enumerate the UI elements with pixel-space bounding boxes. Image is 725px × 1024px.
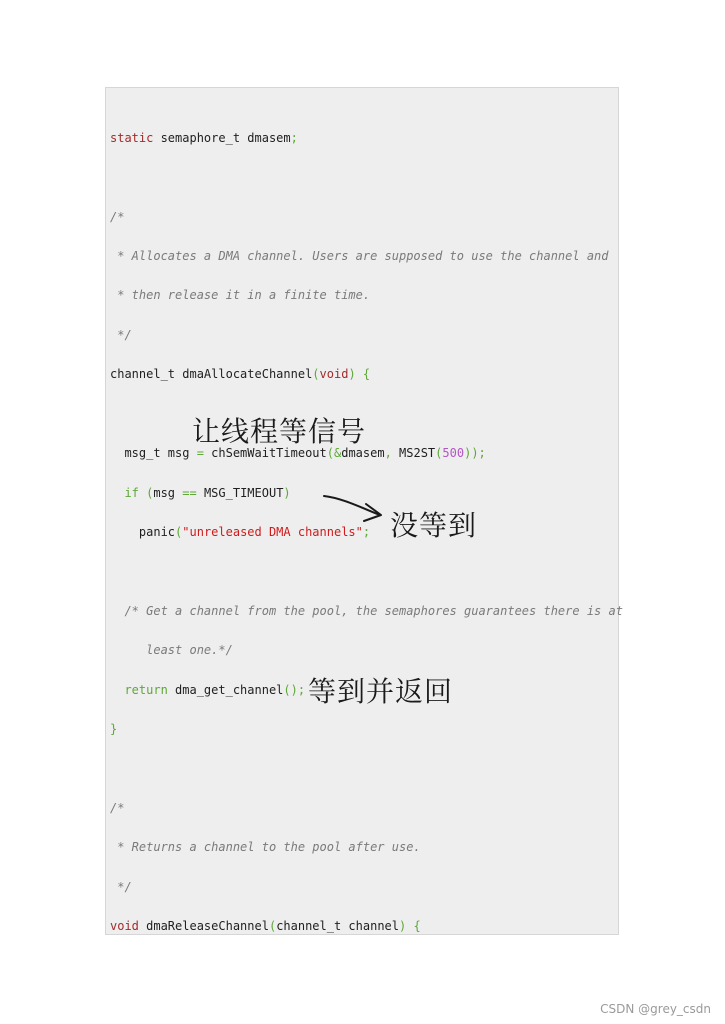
code-text: MS2ST (391, 446, 436, 460)
watermark: CSDN @grey_csdn (600, 1002, 711, 1016)
punctuation: ; (290, 131, 298, 145)
punctuation: )); (464, 446, 486, 460)
punctuation: ( (268, 919, 277, 933)
operator: == (182, 486, 197, 500)
code-line: } (110, 722, 118, 736)
code-comment: */ (110, 880, 132, 894)
punctuation: , (384, 446, 392, 460)
keyword: if (110, 486, 139, 500)
code-text: channel_t dmaAllocateChannel (110, 367, 313, 381)
code-comment: /* (110, 801, 125, 815)
keyword: static (110, 131, 154, 145)
keyword: void (110, 919, 139, 933)
punctuation: (& (326, 446, 342, 460)
code-comment: * Allocates a DMA channel. Users are supposed to use the channel and (110, 249, 609, 263)
punctuation: { (355, 367, 371, 381)
handwritten-arrow-icon (320, 488, 390, 528)
number-literal: 500 (442, 446, 465, 460)
punctuation: ) (348, 367, 356, 381)
punctuation: ; (362, 525, 371, 539)
code-comment: */ (110, 328, 132, 342)
code-line (110, 682, 305, 698)
code-comment: * then release it in a finite time. (110, 288, 371, 302)
punctuation: { (406, 919, 421, 933)
handwritten-note-timeout: 没等到 (390, 509, 478, 542)
code-line (110, 130, 298, 146)
code-text: dma_get_channel (167, 683, 284, 697)
code-text: MSG_TIMEOUT (196, 486, 284, 500)
code-text: panic (110, 525, 176, 539)
punctuation: ) (283, 486, 291, 500)
punctuation: (); (283, 683, 306, 697)
punctuation: ( (175, 525, 183, 539)
code-text: dmasem (341, 446, 385, 460)
punctuation: ( (435, 446, 443, 460)
code-comment: /* (110, 210, 125, 224)
code-text: dmaReleaseChannel (138, 919, 269, 933)
punctuation: ( (138, 486, 154, 500)
keyword: void (319, 367, 349, 381)
code-line (110, 366, 370, 382)
code-text: channel_t channel (276, 919, 400, 933)
handwritten-note-acquired: 等到并返回 (308, 675, 454, 708)
punctuation: ( (312, 367, 320, 381)
code-comment: /* Get a channel from the pool, the semaphores guarantees there is at (110, 604, 623, 618)
string-literal: "unreleased DMA channels" (182, 525, 363, 539)
code-text: msg_t msg (110, 446, 197, 460)
code-comment: * Returns a channel to the pool after use. (110, 840, 421, 854)
keyword: return (110, 683, 168, 697)
handwritten-note-wait-signal: 让线程等信号 (192, 415, 367, 448)
code-text: chSemWaitTimeout (203, 446, 327, 460)
code-text: semaphore_t dmasem (153, 131, 291, 145)
punctuation: ) (399, 919, 407, 933)
code-line (110, 918, 421, 934)
operator: = (196, 446, 204, 460)
code-line (110, 485, 291, 501)
code-comment: least one.*/ (110, 643, 233, 657)
code-text: msg (153, 486, 183, 500)
